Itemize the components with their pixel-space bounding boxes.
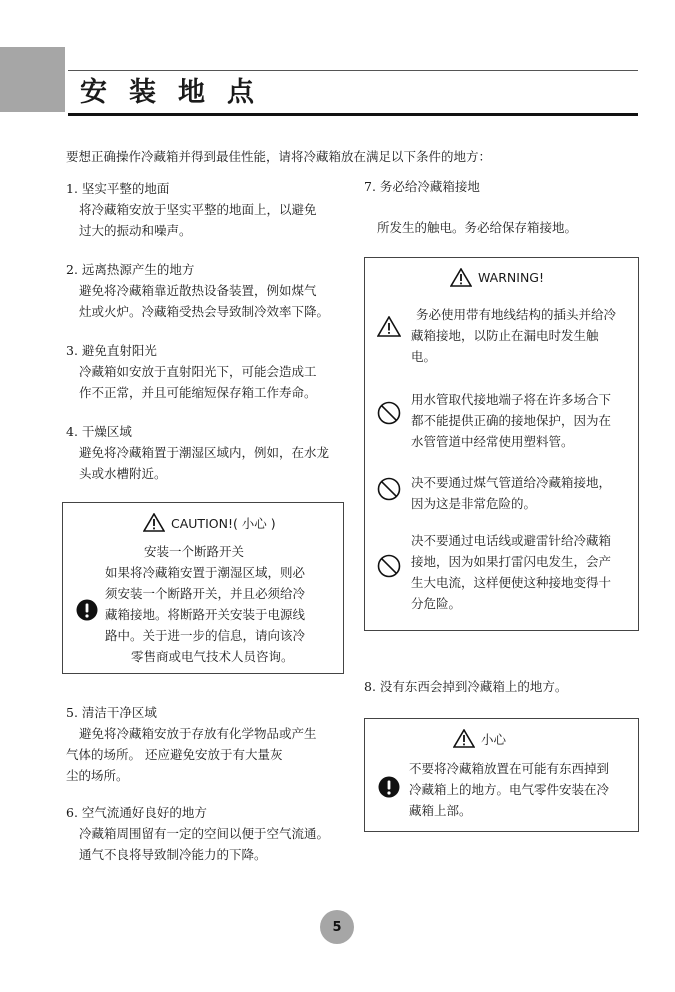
warning-triangle-icon: [143, 513, 165, 532]
warning-item-line: 藏箱接地，以防止在漏电时发生触: [411, 328, 599, 343]
warning-item-line: 决不要通过电话线或避雷针给冷藏箱: [411, 533, 612, 548]
section-3: [66, 340, 351, 403]
section-heading: 2. 远离热源产生的地方: [66, 262, 195, 277]
caution-line: 路中。关于进一步的信息，请向该冷: [105, 628, 306, 643]
top-rule: [68, 70, 638, 71]
warning-item-line: 决不要通过煤气管道给冷藏箱接地，: [411, 475, 612, 490]
section-heading: 5. 清洁干净区域: [66, 705, 157, 720]
caution-line: 如果将冷藏箱安置于潮湿区域，则必: [105, 565, 306, 580]
warning-triangle-icon: [453, 729, 475, 748]
caution-header: [143, 513, 276, 532]
caution-line: 藏箱接地。将断路开关安装于电源线: [105, 607, 306, 622]
warning-item-line: 分危险。: [411, 596, 462, 611]
warning-item-line: 接地，因为如果打雷闪电发生，会产: [411, 554, 612, 569]
caution-line: 安装一个断路开关: [144, 544, 245, 559]
section-line: 尘的场所。: [66, 768, 129, 783]
caution-line: 零售商或电气技术人员咨询。: [131, 649, 294, 664]
warning-header-text: WARNING!: [478, 270, 544, 285]
warning-item-line: 电。: [411, 349, 437, 364]
section-line: 通气不良将导致制冷能力的下降。: [79, 847, 267, 862]
section-heading: 4. 干燥区域: [66, 424, 132, 439]
notice-header: [453, 729, 506, 748]
caution-box: [62, 502, 344, 674]
warning-box: [364, 257, 639, 631]
section-tab: [0, 47, 65, 112]
warning-header: [450, 268, 544, 287]
prohibited-icon: [377, 401, 401, 425]
mandatory-icon: [378, 776, 400, 798]
page-title: 安装地点: [80, 77, 276, 108]
caution-header-text: CAUTION!( 小心 ): [171, 515, 276, 531]
section-2: [66, 259, 351, 322]
section-5: [66, 702, 351, 786]
page-number: 5: [320, 910, 354, 944]
warning-item-line: 用水管取代接地端子将在许多场合下: [411, 392, 612, 407]
warning-item-line: 都不能提供正确的接地保护，因为在: [411, 413, 612, 428]
warning-item-line: 生大电流，这样便使这种接地变得十: [411, 575, 612, 590]
notice-line: 冷藏箱上的地方。电气零件安装在冷: [409, 782, 610, 797]
warning-triangle-icon: [377, 316, 401, 337]
section-6: [66, 802, 351, 865]
warning-triangle-icon: [450, 268, 472, 287]
mandatory-icon: [76, 599, 98, 621]
section-line: 头或水槽附近。: [79, 466, 167, 481]
caution-line: 须安装一个断路开关，并且必须给冷: [105, 586, 306, 601]
prohibited-icon: [377, 477, 401, 501]
section-line: 灶或火炉。冷藏箱受热会导致制冷效率下降。: [79, 304, 330, 319]
notice-header-text: 小心: [481, 731, 507, 747]
section-line: 气体的场所。 还应避免安放于有大量灰: [66, 747, 283, 762]
warning-item-line: 因为这是非常危险的。: [411, 496, 537, 511]
title-underline: [68, 113, 638, 116]
section-line: 冷藏箱周围留有一定的空间以便于空气流通。: [79, 826, 330, 841]
section-heading: 6. 空气流通好良好的地方: [66, 805, 207, 820]
section-7-line: 所发生的触电。务必给保存箱接地。: [377, 220, 578, 235]
section-7-heading: 7. 务必给冷藏箱接地: [364, 179, 480, 194]
warning-item-line: 水管管道中经常使用塑料管。: [411, 434, 574, 449]
section-1: [66, 178, 351, 241]
notice-box: [364, 718, 639, 832]
section-4: [66, 421, 351, 484]
section-line: 将冷藏箱安放于坚实平整的地面上，以避免: [79, 202, 317, 217]
section-heading: 3. 避免直射阳光: [66, 343, 157, 358]
section-line: 避免将冷藏箱置于潮湿区域内，例如，在水龙: [79, 445, 330, 460]
prohibited-icon: [377, 554, 401, 578]
intro-text: 要想正确操作冷藏箱并得到最佳性能，请将冷藏箱放在满足以下条件的地方：: [66, 149, 492, 164]
notice-line: 藏箱上部。: [409, 803, 472, 818]
section-line: 作不正常，并且可能缩短保存箱工作寿命。: [79, 385, 317, 400]
section-line: 过大的振动和噪声。: [79, 223, 192, 238]
section-line: 避免将冷藏箱靠近散热设备装置，例如煤气: [79, 283, 317, 298]
section-8-heading: 8. 没有东西会掉到冷藏箱上的地方。: [364, 679, 568, 694]
notice-line: 不要将冷藏箱放置在可能有东西掉到: [409, 761, 610, 776]
section-heading: 1. 坚实平整的地面: [66, 181, 170, 196]
section-line: 避免将冷藏箱安放于存放有化学物品或产生: [79, 726, 317, 741]
warning-item-line: 务必使用带有地线结构的插头并给冷: [416, 307, 617, 322]
section-line: 冷藏箱如安放于直射阳光下，可能会造成工: [79, 364, 317, 379]
